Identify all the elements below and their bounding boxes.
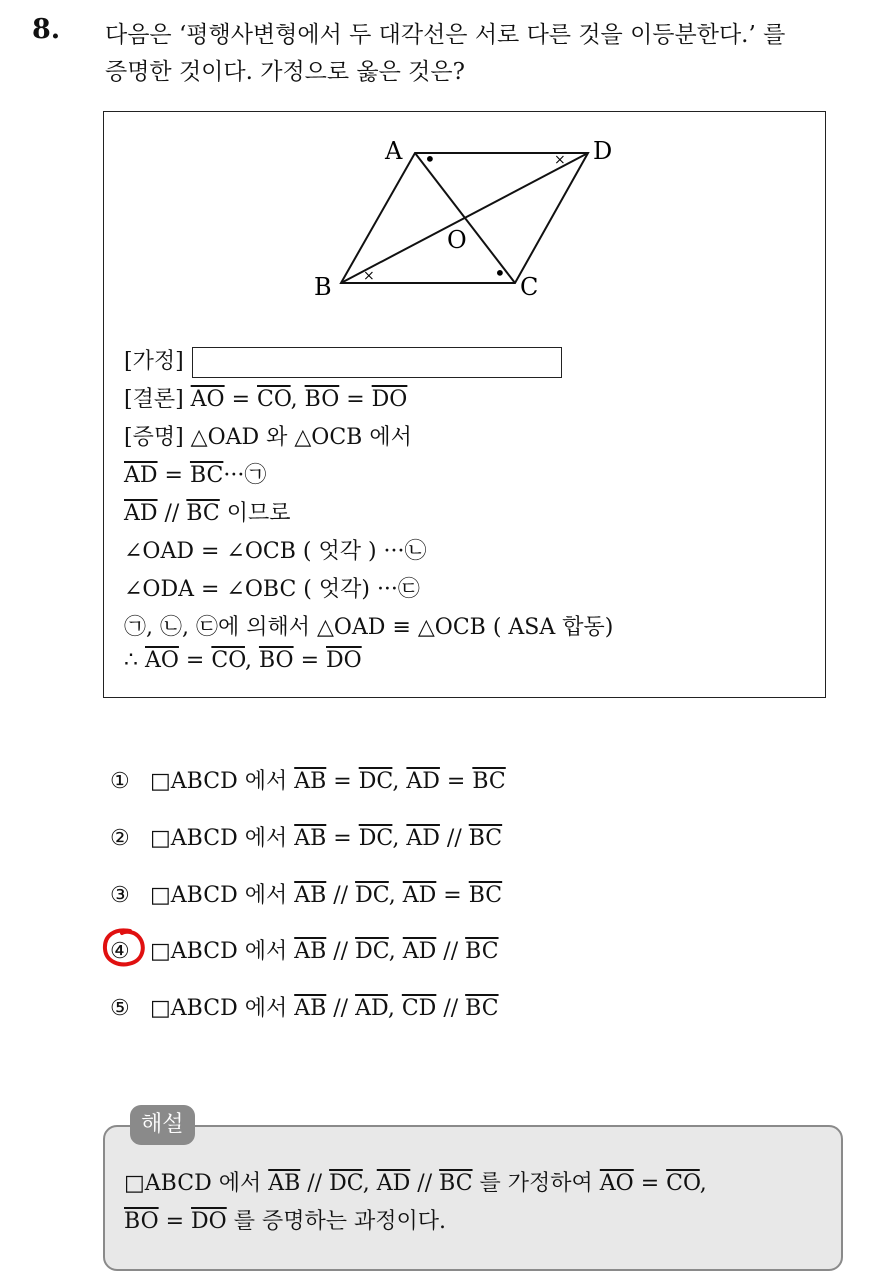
option-prefix: □ABCD 에서: [150, 769, 295, 794]
relation: //: [326, 883, 356, 908]
separator: ,: [388, 939, 403, 964]
segment: $\overline{AD}$: [402, 883, 437, 908]
angle-cross-mark-d: ×: [554, 152, 566, 168]
relation: =: [158, 1209, 192, 1234]
relation: //: [436, 996, 466, 1021]
separator: ,: [699, 1171, 707, 1196]
proof-step1: [124, 458, 266, 489]
assumption-blank: [192, 347, 562, 378]
relation: =: [224, 387, 258, 412]
segment: $\overline{DC}$: [329, 1171, 363, 1196]
separator: ,: [388, 883, 403, 908]
angle-dot-mark-a: •: [424, 147, 436, 171]
proof-step2: [124, 496, 291, 527]
relation: //: [300, 1171, 330, 1196]
assumption-row: [124, 344, 562, 378]
segment: $\overline{AD}$: [376, 1171, 411, 1196]
answer-circle-mark: [100, 926, 150, 970]
label-a: A: [385, 137, 403, 165]
proof-step4: ∠ODA = ∠OBC ( 엇각) ···㉢: [124, 577, 420, 602]
separator: ,: [392, 826, 407, 851]
question-number: 8.: [32, 14, 61, 45]
explanation-tail: 를 증명하는 과정이다.: [226, 1209, 446, 1234]
proof-label: [증명]: [124, 425, 184, 450]
relation: =: [339, 387, 372, 412]
segment: $\overline{AD}$: [406, 826, 440, 851]
step-tail: ···㉠: [223, 463, 267, 488]
segment: $\overline{AO}$: [145, 648, 179, 673]
segment: $\overline{DC}$: [355, 939, 389, 964]
explanation-tag: 해설: [130, 1105, 195, 1145]
segment: $\overline{BC}$: [468, 883, 503, 908]
segment: $\overline{CO}$: [211, 648, 245, 673]
segment: $\overline{AD}$: [406, 769, 440, 794]
explanation-box: [103, 1125, 843, 1271]
segment: $\overline{AO}$: [190, 387, 225, 412]
segment: $\overline{AB}$: [268, 1171, 301, 1196]
option-prefix: □ABCD 에서: [150, 939, 295, 964]
option-number: ②: [110, 826, 130, 851]
segment: $\overline{BO}$: [258, 648, 294, 673]
segment: $\overline{BC}$: [186, 501, 220, 526]
segment: $\overline{DO}$: [326, 648, 362, 673]
therefore-symbol: ∴: [124, 648, 145, 673]
relation: =: [178, 648, 212, 673]
segment: $\overline{DC}$: [358, 769, 393, 794]
segment: $\overline{BC}$: [472, 769, 506, 794]
option-number: ④: [110, 939, 130, 964]
segment: $\overline{AD}$: [124, 501, 158, 526]
segment: $\overline{BO}$: [124, 1209, 159, 1234]
segment: $\overline{BC}$: [465, 996, 499, 1021]
segment: $\overline{BO}$: [304, 387, 340, 412]
angle-cross-mark-b: ×: [363, 268, 375, 284]
segment: $\overline{DC}$: [358, 826, 393, 851]
label-b: B: [314, 273, 332, 301]
segment: $\overline{BC}$: [468, 826, 503, 851]
segment: $\overline{AB}$: [294, 769, 327, 794]
segment: $\overline{AD}$: [402, 939, 437, 964]
segment: $\overline{CD}$: [401, 996, 437, 1021]
relation: =: [633, 1171, 667, 1196]
parallelogram-diagram: [300, 128, 630, 308]
segment: $\overline{AO}$: [599, 1171, 634, 1196]
separator: ,: [244, 648, 259, 673]
segment: $\overline{DO}$: [191, 1209, 227, 1234]
option-number: ⑤: [110, 996, 130, 1021]
segment: $\overline{BC}$: [189, 463, 224, 488]
segment: $\overline{BC}$: [439, 1171, 473, 1196]
label-c: C: [520, 273, 539, 301]
option-prefix: □ABCD 에서: [150, 826, 295, 851]
segment: $\overline{CO}$: [666, 1171, 700, 1196]
segment: $\overline{AD}$: [124, 463, 158, 488]
relation: //: [326, 939, 356, 964]
relation: //: [410, 1171, 440, 1196]
label-d: D: [593, 137, 613, 165]
step-tail: 이므로: [219, 501, 291, 526]
relation: =: [439, 769, 473, 794]
segment: $\overline{BC}$: [465, 939, 499, 964]
option-4[interactable]: [110, 934, 499, 965]
relation: //: [157, 501, 187, 526]
proof-step5: ㉠, ㉡, ㉢에 의해서 △OAD ≡ △OCB ( ASA 합동): [124, 615, 614, 640]
relation: //: [436, 939, 466, 964]
relation: =: [436, 883, 469, 908]
question-text-line2: 증명한 것이다. 가정으로 옳은 것은?: [105, 59, 465, 85]
proof-therefore: [124, 648, 362, 673]
relation: =: [326, 769, 359, 794]
separator: ,: [387, 996, 402, 1021]
segment: $\overline{AB}$: [294, 996, 327, 1021]
relation: =: [157, 463, 190, 488]
explanation-middle: 를 가정하여: [472, 1171, 600, 1196]
label-o: O: [447, 226, 467, 254]
option-3[interactable]: [110, 878, 502, 909]
conclusion-label: [결론]: [124, 387, 184, 412]
option-1[interactable]: [110, 764, 506, 795]
option-prefix: □ABCD 에서: [150, 996, 295, 1021]
angle-dot-mark-c: •: [494, 261, 506, 285]
segment: $\overline{AB}$: [294, 883, 327, 908]
assumption-label: [가정]: [124, 349, 184, 374]
relation: //: [439, 826, 469, 851]
relation: =: [293, 648, 326, 673]
segment: $\overline{AB}$: [294, 939, 327, 964]
option-number: ③: [110, 883, 130, 908]
proof-intro: △OAD 와 △OCB 에서: [190, 425, 412, 450]
separator: ,: [392, 769, 407, 794]
explanation-line1: [124, 1166, 707, 1197]
segment: $\overline{AD}$: [355, 996, 388, 1021]
option-2[interactable]: [110, 821, 502, 852]
segment: $\overline{DC}$: [355, 883, 389, 908]
option-5[interactable]: [110, 991, 499, 1022]
option-prefix: □ABCD 에서: [150, 883, 295, 908]
proof-intro-row: [124, 420, 412, 451]
separator: ,: [290, 387, 305, 412]
segment: $\overline{DO}$: [371, 387, 408, 412]
explanation-line2: [124, 1204, 446, 1235]
separator: ,: [362, 1171, 377, 1196]
relation: //: [326, 996, 356, 1021]
segment: $\overline{CO}$: [257, 387, 291, 412]
option-number: ①: [110, 769, 130, 794]
conclusion-row: [124, 382, 407, 413]
question-text-line1: 다음은 ‘평행사변형에서 두 대각선은 서로 다른 것을 이등분한다.’ 를: [105, 22, 786, 48]
explanation-prefix: □ABCD 에서: [124, 1171, 269, 1196]
proof-step3: ∠OAD = ∠OCB ( 엇각 ) ···㉡: [124, 539, 427, 564]
relation: =: [326, 826, 359, 851]
segment: $\overline{AB}$: [294, 826, 327, 851]
